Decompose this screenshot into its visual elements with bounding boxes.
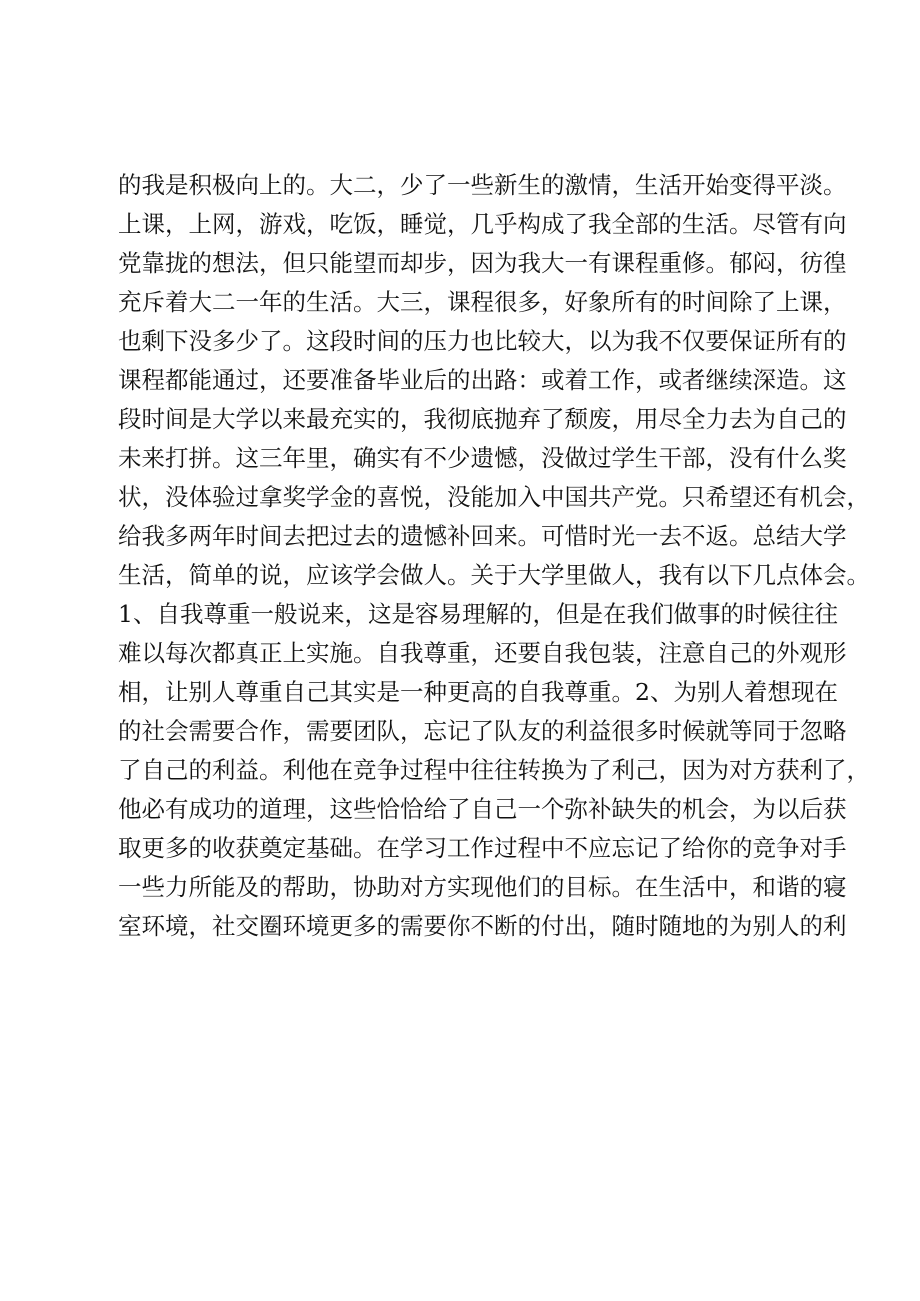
text-line-5: 也剩下没多少了。这段时间的压力也比较大，以为我不仅要保证所有的 — [118, 327, 847, 355]
text-line-18: 取更多的收获奠定基础。在学习工作过程中不应忘记了给你的竞争对手 — [118, 834, 847, 862]
text-line-2: 上课，上网，游戏，吃饭，睡觉，几乎构成了我全部的生活。尽管有向 — [118, 210, 847, 238]
text-line-20: 室环境，社交圈环境更多的需要你不断的付出，随时随地的为别人的利 — [118, 912, 847, 940]
text-line-13: 难以每次都真正上实施。自我尊重，还要自我包装，注意自己的外观形 — [118, 639, 847, 667]
text-line-17: 他必有成功的道理，这些恰恰给了自己一个弥补缺失的机会，为以后获 — [118, 795, 847, 823]
text-line-1: 的我是积极向上的。大二，少了一些新生的激情，生活开始变得平淡。 — [118, 171, 847, 199]
text-line-3: 党靠拢的想法，但只能望而却步，因为我大一有课程重修。郁闷，彷徨 — [118, 249, 847, 277]
text-line-11: 生活，简单的说，应该学会做人。关于大学里做人，我有以下几点体会。 — [118, 561, 870, 589]
body-text — [118, 166, 870, 946]
text-line-12: 1、自我尊重一般说来，这是容易理解的，但是在我们做事的时候往往 — [118, 600, 838, 628]
text-line-6: 课程都能通过，还要准备毕业后的出路：或着工作，或者继续深造。这 — [118, 366, 847, 394]
text-line-10: 给我多两年时间去把过去的遗憾补回来。可惜时光一去不返。总结大学 — [118, 522, 847, 550]
text-line-8: 未来打拼。这三年里，确实有不少遗憾，没做过学生干部，没有什么奖 — [118, 444, 847, 472]
text-line-7: 段时间是大学以来最充实的，我彻底抛弃了颓废，用尽全力去为自己的 — [118, 405, 847, 433]
text-line-4: 充斥着大二一年的生活。大三，课程很多，好象所有的时间除了上课， — [118, 288, 847, 316]
text-line-19: 一些力所能及的帮助，协助对方实现他们的目标。在生活中，和谐的寝 — [118, 873, 847, 901]
text-line-16: 了自己的利益。利他在竞争过程中往往转换为了利己，因为对方获利了， — [118, 756, 870, 784]
text-line-9: 状，没体验过拿奖学金的喜悦，没能加入中国共产党。只希望还有机会， — [118, 483, 870, 511]
text-line-14: 相，让别人尊重自己其实是一种更高的自我尊重。2、为别人着想现在 — [118, 678, 838, 706]
text-line-15: 的社会需要合作，需要团队，忘记了队友的利益很多时候就等同于忽略 — [118, 717, 847, 745]
